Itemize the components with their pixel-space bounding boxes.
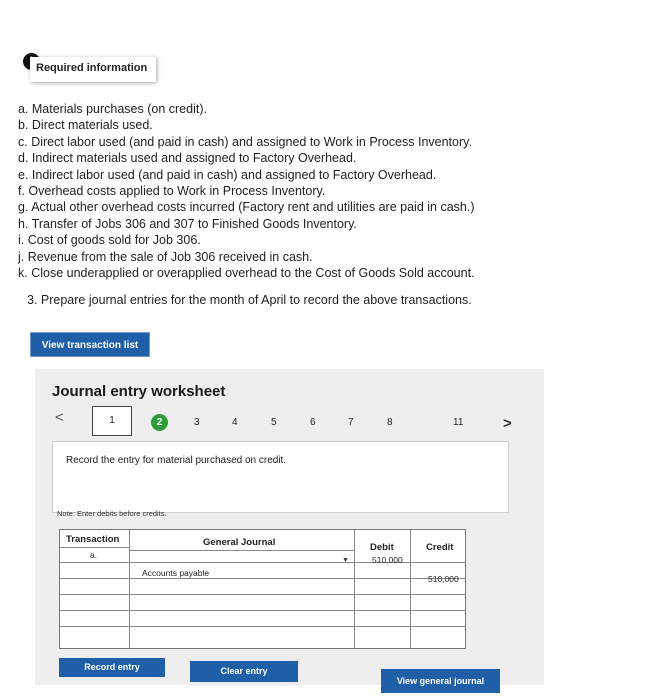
next-arrow-icon[interactable]: > bbox=[503, 415, 512, 432]
entry-prompt-box bbox=[52, 441, 509, 513]
page-tab-11[interactable]: 11 bbox=[453, 417, 464, 428]
entry-prompt-text: Record the entry for material purchased on credit. bbox=[66, 455, 287, 466]
record-entry-button[interactable]: Record entry bbox=[59, 658, 165, 677]
instruction-text: 3. Prepare journal entries for the month of April to record the above transactions. bbox=[27, 293, 472, 307]
page-tab-6[interactable]: 6 bbox=[310, 417, 316, 428]
page-tab-4[interactable]: 4 bbox=[232, 417, 238, 428]
list-item: j. Revenue from the sale of Job 306 received in cash. bbox=[18, 249, 313, 264]
clear-entry-button[interactable]: Clear entry bbox=[190, 661, 298, 682]
header-transaction: Transaction bbox=[66, 534, 120, 545]
debits-note: Note: Enter debits before credits. bbox=[57, 509, 167, 518]
page-tab-7[interactable]: 7 bbox=[348, 417, 354, 428]
list-item: k. Close underapplied or overapplied overhead to the Cost of Goods Sold account. bbox=[18, 266, 475, 281]
header-credit: Credit bbox=[426, 542, 454, 553]
list-item: e. Indirect labor used (and paid in cash) and assigned to Factory Overhead. bbox=[18, 167, 437, 182]
row-b-credit[interactable]: 510,000 bbox=[428, 574, 459, 584]
list-item: h. Transfer of Jobs 306 and 307 to Finished Goods Inventory. bbox=[18, 216, 357, 231]
list-item: b. Direct materials used. bbox=[18, 118, 153, 133]
prev-arrow-icon[interactable]: < bbox=[55, 409, 64, 426]
dropdown-arrow-icon[interactable]: ▼ bbox=[342, 557, 349, 564]
list-item: c. Direct labor used (and paid in cash) and assigned to Work in Process Inventory. bbox=[18, 134, 472, 149]
row-a-debit[interactable]: 510,000 bbox=[372, 555, 403, 565]
page-tab-2-active[interactable]: 2 bbox=[151, 414, 168, 431]
view-transaction-list-button[interactable]: View transaction list bbox=[30, 332, 150, 357]
header-general-journal: General Journal bbox=[203, 537, 276, 548]
list-item: i. Cost of goods sold for Job 306. bbox=[18, 233, 201, 248]
journal-entry-worksheet bbox=[35, 369, 544, 685]
list-item: a. Materials purchases (on credit). bbox=[18, 102, 207, 116]
header-debit: Debit bbox=[370, 542, 394, 553]
required-information-panel bbox=[30, 57, 156, 82]
page-tab-5[interactable]: 5 bbox=[271, 417, 277, 428]
row-a-transaction: a. bbox=[90, 550, 98, 560]
view-general-journal-button[interactable]: View general journal bbox=[381, 669, 500, 693]
list-item: f. Overhead costs applied to Work in Process Inventory. bbox=[18, 184, 326, 199]
row-b-account[interactable]: Accounts payable bbox=[142, 568, 210, 578]
journal-table bbox=[59, 529, 466, 649]
page-tab-1[interactable]: 1 bbox=[92, 406, 132, 436]
transaction-items-list bbox=[18, 101, 658, 281]
page-tab-3[interactable]: 3 bbox=[194, 417, 200, 428]
page-tab-8[interactable]: 8 bbox=[387, 417, 393, 428]
worksheet-title: Journal entry worksheet bbox=[52, 383, 226, 400]
list-item: d. Indirect materials used and assigned to Factory Overhead. bbox=[18, 151, 357, 166]
required-information-label: Required information bbox=[36, 62, 148, 74]
list-item: g. Actual other overhead costs incurred (Factory rent and utilities are paid in cash.) bbox=[18, 200, 475, 215]
